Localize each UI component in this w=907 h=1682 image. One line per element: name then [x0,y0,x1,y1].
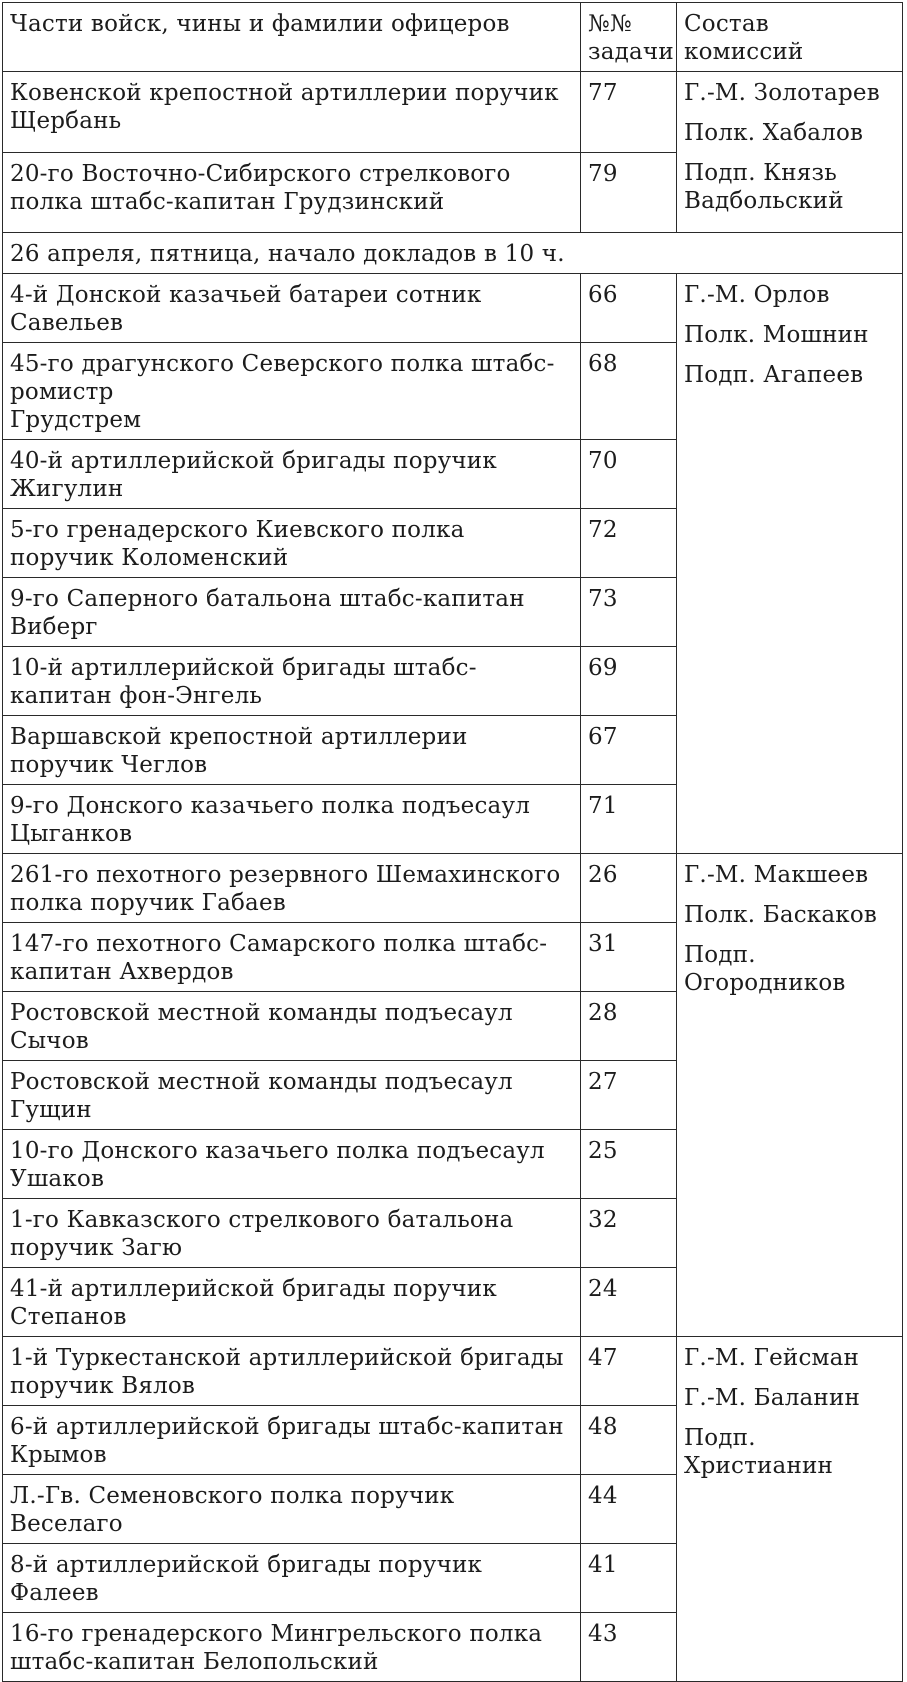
commission-cell [677,854,903,1337]
officer-unit-cell: Ковенской крепостной артиллерии поручик Щербань [3,72,581,153]
officer-unit-cell: 41-й артиллерийской бригады поручик Степанов [3,1268,581,1337]
officer-unit-cell: 16-го гренадерского Мингрельского полка штабс-капитан Белопольский [3,1613,581,1682]
task-number-cell: 32 [581,1199,677,1268]
officer-unit-cell: 4-й Донской казачьей батареи сотник Савельев [3,274,581,343]
header-task-number [581,3,677,72]
table-body [3,72,903,1682]
header-commission: Состав комиссий [677,3,903,72]
task-number-cell: 44 [581,1475,677,1544]
officer-unit-cell: Варшавской крепостной артиллерии поручик Чеглов [3,716,581,785]
commission-member: Г.-М. Гейсман [684,1345,860,1371]
session-row [3,233,903,274]
commission-member: Подп. Огородников [684,942,846,996]
commission-member: Г.-М. Макшеев [684,862,869,888]
task-number-cell: 31 [581,923,677,992]
officer-unit-cell: 10-го Донского казачьего полка подъесаул Ушаков [3,1130,581,1199]
task-number-cell: 71 [581,785,677,854]
officer-unit-cell [3,343,581,440]
session-heading: 26 апреля, пятница, начало докладов в 10 ч. [3,233,903,274]
commission-member: Полк. Хабалов [684,120,864,146]
task-number-cell: 28 [581,992,677,1061]
officer-unit-cell: 20-го Восточно-Сибирского стрелкового полка штабс-капитан Грудзинский [3,152,581,233]
officer-unit-cell: 6-й артиллерийской бригады штабс-капитан Крымов [3,1406,581,1475]
task-number-cell: 70 [581,440,677,509]
table-row [3,274,903,343]
header-unit: Части войск, чины и фамилии офицеров [3,3,581,72]
task-number-cell: 47 [581,1337,677,1406]
task-number-cell: 79 [581,152,677,233]
commission-member: Подп. Христианин [684,1425,834,1479]
task-number-cell: 26 [581,854,677,923]
commission-cell [677,1337,903,1682]
officer-unit-cell: 1-го Кавказского стрелкового батальона поручик Загю [3,1199,581,1268]
commission-member: Г.-М. Орлов [684,282,830,308]
task-number-cell: 48 [581,1406,677,1475]
officer-unit-cell: Л.-Гв. Семеновского полка поручик Веселаго [3,1475,581,1544]
task-number-cell: 27 [581,1061,677,1130]
commission-cell [677,274,903,854]
officer-unit-cell: 9-го Донского казачьего полка подъесаул Цыганков [3,785,581,854]
task-number-cell: 66 [581,274,677,343]
task-number-cell: 72 [581,509,677,578]
officer-unit-line: Грудстрем [10,407,142,433]
task-number-cell: 43 [581,1613,677,1682]
task-number-cell: 68 [581,343,677,440]
officer-unit-cell: Ростовской местной команды подъесаул Гущин [3,1061,581,1130]
officer-unit-cell: 261-го пехотного резервного Шемахинского полка поручик Габаев [3,854,581,923]
schedule-table [2,2,903,1682]
header-task-number-line2: задачи [588,39,674,65]
table-row [3,854,903,923]
commission-member: Г.-М. Золотарев [684,80,880,106]
commission-member: Г.-М. Баланин [684,1385,861,1411]
officer-unit-cell: Ростовской местной команды подъесаул Сычов [3,992,581,1061]
task-number-cell: 24 [581,1268,677,1337]
commission-member: Подп. Князь Вадбольский [684,160,844,214]
header-task-number-line1: №№ [588,11,632,37]
table-row [3,72,903,153]
task-number-cell: 67 [581,716,677,785]
officer-unit-cell: 1-й Туркестанской артиллерийской бригады поручик Вялов [3,1337,581,1406]
task-number-cell: 77 [581,72,677,153]
commission-member: Полк. Баскаков [684,902,878,928]
commission-cell [677,72,903,233]
officer-unit-cell: 10-й артиллерийской бригады штабс-капитан фон-Энгель [3,647,581,716]
officer-unit-cell: 9-го Саперного батальона штабс-капитан Виберг [3,578,581,647]
task-number-cell: 69 [581,647,677,716]
commission-member: Подп. Агапеев [684,362,864,388]
task-number-cell: 73 [581,578,677,647]
task-number-cell: 41 [581,1544,677,1613]
commission-member: Полк. Мошнин [684,322,869,348]
officer-unit-cell: 147-го пехотного Самарского полка штабс-капитан Ахвердов [3,923,581,992]
header-row [3,3,903,72]
table-row [3,1337,903,1406]
task-number-cell: 25 [581,1130,677,1199]
officer-unit-line: 45-го драгунского Северского полка штабс-ромистр [10,351,555,405]
officer-unit-cell: 5-го гренадерского Киевского полка поручик Коломенский [3,509,581,578]
officer-unit-cell: 8-й артиллерийской бригады поручик Фалеев [3,1544,581,1613]
officer-unit-cell: 40-й артиллерийской бригады поручик Жигулин [3,440,581,509]
